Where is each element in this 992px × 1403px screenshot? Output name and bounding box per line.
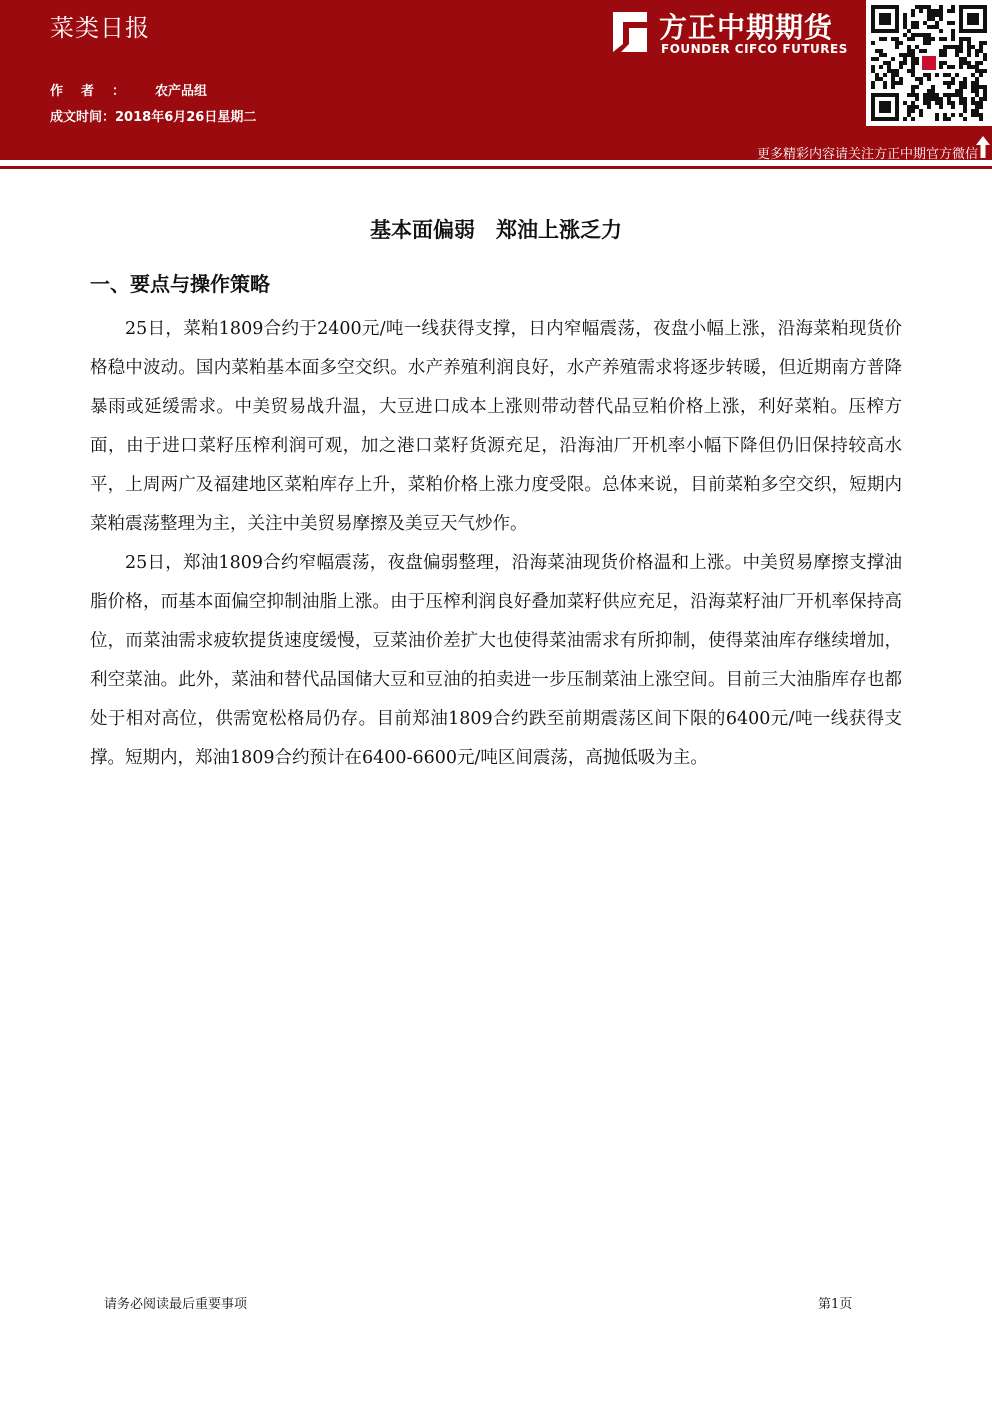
logo-english: FOUNDER CIFCO FUTURES bbox=[661, 42, 848, 56]
author-name: 农产品组 bbox=[155, 84, 208, 99]
header-divider bbox=[0, 166, 992, 169]
author-label: 作者： bbox=[50, 84, 144, 99]
paragraph-rapeseed-meal: 25日，菜粕1809合约于2400元/吨一线获得支撑，日内窄幅震荡，夜盘小幅上涨，沿海菜粕现货价格稳中波动。国内菜粕基本面多空交织。水产养殖利润良好，水产养殖需求将逐步转暖，但近期南方普降暴雨或延缓需求。中美贸易战升温，大豆进口成本上涨则带动替代品豆粕价格上涨，利好菜粕。压榨方面，由于进口菜籽压榨利润可观，加之港口菜籽货源充足，沿海油厂开机率小幅下降但仍旧保持较高水平，上周两广及福建地区菜粕库存上升，菜粕价格上涨力度受限。总体来说，目前菜粕多空交织，短期内菜粕震荡整理为主，关注中美贸易摩擦及美豆天气炒作。 bbox=[90, 319, 902, 534]
company-logo bbox=[603, 6, 863, 60]
report-header bbox=[0, 0, 992, 160]
date-label: 成文时间： bbox=[50, 110, 116, 125]
wechat-qr-code bbox=[866, 0, 992, 126]
article-title: 基本面偏弱 郑油上涨乏力 bbox=[370, 218, 622, 242]
page-number: 第1页 bbox=[818, 1297, 853, 1312]
report-date: 2018年6月26日星期二 bbox=[115, 110, 257, 125]
logo-mark-icon bbox=[603, 8, 651, 56]
doc-type: 菜类日报 bbox=[50, 14, 150, 42]
article-body bbox=[90, 310, 902, 778]
qr-code-icon bbox=[866, 0, 992, 126]
up-arrow-icon bbox=[975, 135, 991, 159]
author-row bbox=[50, 80, 207, 99]
footer-notice: 请务必阅读最后重要事项 bbox=[104, 1297, 248, 1312]
paragraph-rapeseed-oil: 25日，郑油1809合约窄幅震荡，夜盘偏弱整理，沿海菜油现货价格温和上涨。中美贸易摩擦支撑油脂价格，而基本面偏空抑制油脂上涨。由于压榨利润良好叠加菜籽供应充足，沿海菜籽油厂开机率保持高位，而菜油需求疲软提货速度缓慢，豆菜油价差扩大也使得菜油需求有所抑制，使得菜油库存继续增加，利空菜油。此外，菜油和替代品国储大豆和豆油的拍卖进一步压制菜油上涨空间。目前三大油脂库存也都处于相对高位，供需宽松格局仍存。目前郑油1809合约跌至前期震荡区间下限的6400元/吨一线获得支撑。短期内，郑油1809合约预计在6400-6600元/吨区间震荡，高抛低吸为主。 bbox=[90, 553, 902, 768]
logo-chinese: 方正中期期货 bbox=[659, 11, 834, 44]
follow-wechat-text: 更多精彩内容请关注方正中期官方微信 bbox=[756, 147, 978, 162]
date-row bbox=[50, 106, 256, 125]
section-heading: 一、要点与操作策略 bbox=[90, 272, 270, 296]
